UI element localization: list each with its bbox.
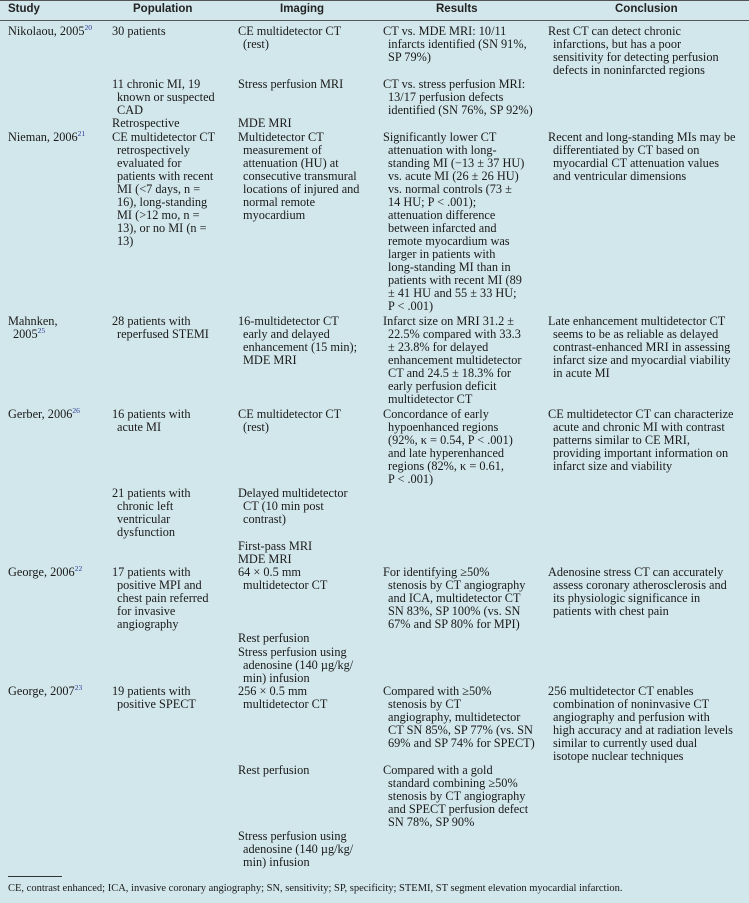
header-imaging: Imaging [280, 3, 325, 15]
population-cell: 28 patients with reperfused STEMI [112, 314, 209, 341]
conclusion-cell: CE multidetector CT can characterize acute and chronic MI with contrast patterns similar to CE MRI, providing important information on infarct size and viability [548, 407, 734, 473]
imaging-cell: 64 × 0.5 mm multidetector CT [238, 565, 328, 592]
imaging-cell: 16-multidetector CT early and delayed enhancement (15 min); MDE MRI [238, 314, 358, 367]
reference-link[interactable]: 20 [84, 23, 93, 32]
header-study: Study [8, 3, 40, 15]
conclusion-cell: Late enhancement multidetector CT seems to be as reliable as delayed contrast-enhanced MRI in assessing infarct size and myocardial viability in acute MI [548, 314, 731, 380]
imaging-cell: MDE MRI [238, 552, 292, 566]
results-cell: Infarct size on MRI 31.2 ± 22.5% compared with 33.3 ± 23.8% for delayed enhancement multidetector CT and 24.5 ± 18.3% for early perfusion deficit multidetector CT [383, 314, 522, 406]
imaging-cell: MDE MRI [238, 116, 292, 130]
population-cell: 17 patients with positive MPI and chest pain referred for invasive angiography [112, 565, 209, 631]
study-name: Mahnken, 2005 [8, 314, 58, 341]
study-name: Gerber, 2006 [8, 407, 73, 421]
population-cell: 21 patients with chronic left ventricular dysfunction [112, 486, 191, 539]
population-cell: 11 chronic MI, 19 known or suspected CAD [112, 77, 215, 117]
footnote-rule [8, 876, 62, 877]
imaging-cell: CE multidetector CT (rest) [238, 407, 342, 434]
header-conclusion: Conclusion [615, 3, 678, 15]
reference-link[interactable]: 21 [77, 129, 86, 138]
imaging-cell: Multidetector CT measurement of attenuation (HU) at consecutive transmural locations of injured and normal remote myocardium [238, 130, 360, 222]
study-cell [8, 25, 113, 38]
study-cell [8, 566, 113, 579]
study-cell [8, 131, 113, 144]
population-cell: 30 patients [112, 24, 166, 38]
conclusion-cell: 256 multidetector CT enables combination of noninvasive CT angiography and perfusion with high accuracy and at radiation levels similar to currently used dual isotope nuclear techniques [548, 684, 733, 763]
reference-link[interactable]: 23 [74, 683, 83, 692]
conclusion-cell: Adenosine stress CT can accurately assess coronary atherosclerosis and its physiologic significance in patients with chest pain [548, 565, 727, 618]
study-name: Nieman, 2006 [8, 130, 78, 144]
results-cell: For identifying ≥50% stenosis by CT angiography and ICA, multidetector CT SN 83%, SP 100% (vs. SN 67% and SP 80% for MPI) [383, 565, 526, 631]
results-cell: CT vs. stress perfusion MRI: 13/17 perfusion defects identified (SN 76%, SP 92%) [383, 77, 533, 117]
conclusion-cell: Recent and long-standing MIs may be differentiated by CT based on myocardial CT attenuation values and ventricular dimensions [548, 130, 736, 183]
imaging-cell: Delayed multidetector CT (10 min post contrast) [238, 486, 348, 526]
imaging-cell: 256 × 0.5 mm multidetector CT [238, 684, 328, 711]
conclusion-cell: Rest CT can detect chronic infarctions, but has a poor sensitivity for detecting perfusion defects in noninfarcted regions [548, 24, 719, 77]
imaging-cell: Stress perfusion using adenosine (140 µg/kg/ min) infusion [238, 829, 354, 869]
results-cell: Concordance of early hypoenhanced regions (92%, κ = 0.54, P < .001) and late hyperenhanced regions (82%, κ = 0.61, P < .001) [383, 407, 513, 486]
population-cell: Retrospective [112, 116, 180, 130]
population-cell: 16 patients with acute MI [112, 407, 191, 434]
study-cell [8, 315, 113, 341]
results-cell: Compared with ≥50% stenosis by CT angiography, multidetector CT SN 85%, SP 77% (vs. SN 69% and SP 74% for SPECT) [383, 684, 535, 750]
footnote: CE, contrast enhanced; ICA, invasive coronary angiography; SN, sensitivity; SP, specificity; STEMI, ST segment elevation myocardial infarction. [8, 883, 623, 894]
reference-link[interactable]: 25 [37, 326, 46, 335]
study-name: George, 2006 [8, 565, 75, 579]
results-cell: Compared with a gold standard combining ≥50% stenosis by CT angiography and SPECT perfusion defect SN 78%, SP 90% [383, 763, 529, 829]
header-rule [0, 20, 749, 21]
header-population: Population [133, 3, 193, 15]
study-name: Nikolaou, 2005 [8, 24, 85, 38]
imaging-cell: First-pass MRI [238, 539, 313, 553]
results-cell: CT vs. MDE MRI: 10/11 infarcts identified (SN 91%, SP 79%) [383, 24, 527, 64]
imaging-cell: CE multidetector CT (rest) [238, 24, 342, 51]
imaging-cell: Stress perfusion using adenosine (140 µg/kg/ min) infusion [238, 645, 354, 685]
imaging-cell: Rest perfusion [238, 631, 310, 645]
population-cell: CE multidetector CT retrospectively evaluated for patients with recent MI (<7 days, n = 16), long-standing MI (>12 mo, n = 13), or no MI (n = 13) [112, 130, 216, 248]
imaging-cell: Stress perfusion MRI [238, 77, 344, 91]
results-cell: Significantly lower CT attenuation with long- standing MI (−13 ± 37 HU) vs. acute MI (26 ± 26 HU) vs. normal controls (73 ± 14 HU; P < .001); attenuation difference between infarcted and remote myocardium was larger in patients with long-standing MI than in patients with recent MI (89 ± 41 HU and 55 ± 33 HU; P < .001) [383, 130, 525, 313]
header-results: Results [436, 3, 478, 15]
study-name: George, 2007 [8, 684, 75, 698]
study-cell [8, 685, 113, 698]
reference-link[interactable]: 26 [72, 406, 80, 415]
study-cell [8, 408, 113, 421]
population-cell: 19 patients with positive SPECT [112, 684, 196, 711]
imaging-cell: Rest perfusion [238, 763, 310, 777]
table-top-rule [0, 0, 749, 1]
reference-link[interactable]: 22 [74, 564, 83, 573]
